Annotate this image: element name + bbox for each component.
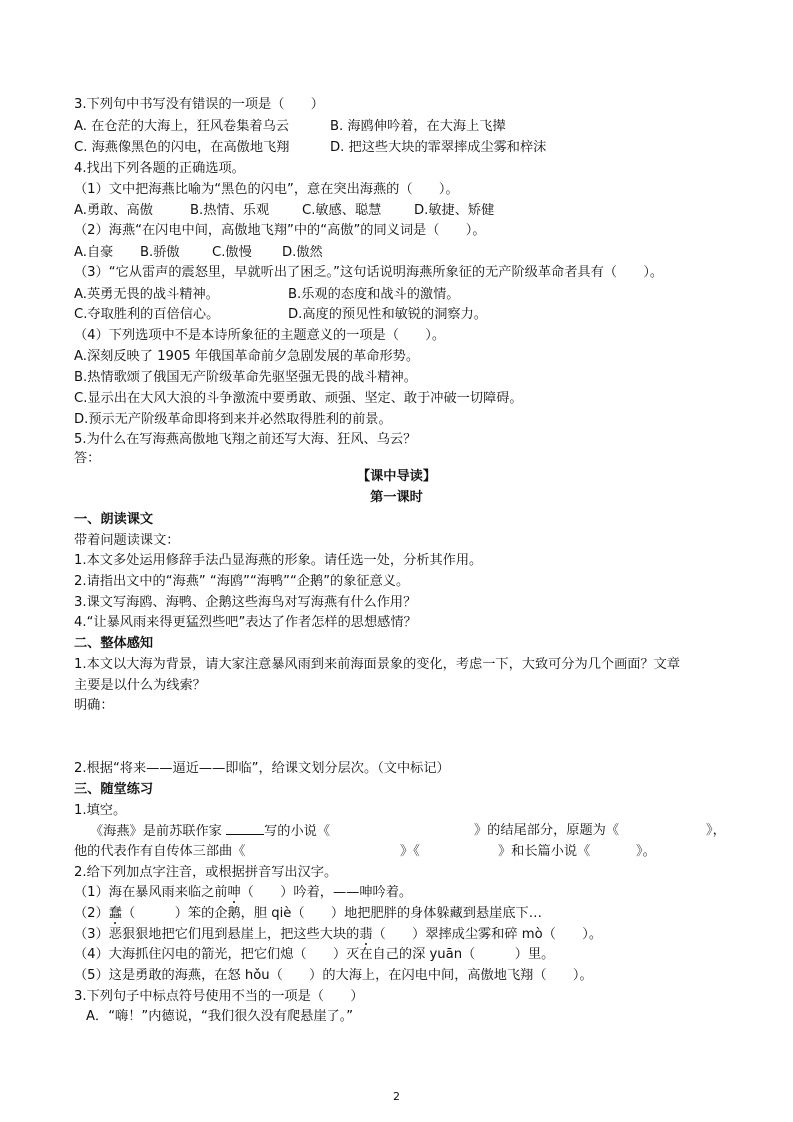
q4-2-option-b: B.骄傲 — [140, 245, 180, 260]
fill-line2-start: 他的代表作有自传体三部曲《 — [74, 844, 246, 859]
pinyin-title: 2.给下列加点字注音，或根据拼音写出汉字。 — [74, 865, 338, 880]
q4-3-option-c: C.夺取胜利的百倍信心。 — [74, 307, 220, 322]
q4-1-stem: （1）文中把海燕比喻为“黑色的闪电”，意在突出海燕的（ ）。 — [74, 182, 459, 197]
part2-q2: 2.根据“将来——逼近——即临”，给课文划分层次。（文中标记） — [74, 761, 450, 776]
q4-1-option-b: B.热情、乐观 — [190, 203, 270, 218]
q4-3-option-d: D.高度的预见性和敏锐的洞察力。 — [288, 307, 487, 322]
section-title: 【课中导读】 — [356, 469, 437, 484]
pinyin-item-1: （1）海在暴风雨来临之前呻（ ）吟着，——呻吟着。 — [74, 885, 413, 900]
part2-q1-line1: 1.本文以大海为背景，请大家注意暴风雨到来前海面景象的变化，考虑一下，大致可分为几个画面？文章 — [74, 657, 681, 672]
fill-line1: 《海燕》是前苏联作家 写的小说《 — [90, 824, 331, 839]
fill-title: 1.填空。 — [74, 803, 127, 818]
part1-heading: 一、朗读课文 — [74, 512, 154, 527]
page-number: 2 — [393, 1090, 400, 1103]
pinyin-item-3: （3）恶狠狠地把它们甩到悬崖上，把这些大块的翡（ ）翠摔成尘雾和碎 mò（ ）。 — [74, 927, 603, 942]
q5-answer-label: 答： — [74, 451, 101, 466]
fill-line1-original-title: 》的结尾部分，原题为《 — [474, 823, 620, 838]
part2-q1-line2: 主要是以什么为线索？ — [74, 678, 206, 693]
punct-title: 3.下列句子中标点符号使用不当的一项是（ ） — [74, 989, 364, 1004]
q4-4-option-b: B.热情歌颂了俄国无产阶级革命先驱坚强无畏的战斗精神。 — [74, 370, 417, 385]
q4-2-option-c: C.傲慢 — [212, 245, 252, 260]
part1-item: 2.请指出文中的“海燕” “海鸥”“海鸭”“企鹅”的象征意义。 — [74, 574, 410, 589]
fill-line1-end: 》， — [706, 823, 726, 838]
q4-2-option-d: D.傲然 — [282, 245, 323, 260]
part2-q1-answer-label: 明确： — [74, 698, 114, 713]
part1-item: 1.本文多处运用修辞手法凸显海燕的形象。请任选一处，分析其作用。 — [74, 553, 483, 568]
q3-option-d: D. 把这些大块的霏翠摔成尘雾和梓沫 — [330, 140, 547, 155]
fill-line2-end: 》。 — [636, 844, 656, 859]
pinyin-item-5: （5）这是勇敢的海燕，在怒 hǒu（ ）的大海上，在闪电中间，高傲地飞翔（ ）。 — [74, 968, 593, 983]
part1-intro: 带着问题读课文： — [74, 533, 180, 548]
q4-4-option-a: A.深刻反映了 1905 年俄国革命前夕急剧发展的革命形势。 — [74, 349, 420, 364]
q3-option-c: C. 海燕像黑色的闪电，在高傲地飞翔 — [74, 140, 290, 155]
q4-4-option-c: C.显示出在大风大浪的斗争激流中要勇敢、顽强、坚定、敢于冲破一切障碍。 — [74, 391, 523, 406]
lesson-title: 第一课时 — [370, 490, 423, 505]
fill-blank-author[interactable] — [226, 822, 264, 835]
fill-line2-sep: 》《 — [400, 844, 420, 859]
q4-2-option-a: A.自豪 — [74, 245, 114, 260]
q4-3-option-a: A.英勇无畏的战斗精神。 — [74, 287, 219, 302]
q3-option-a: A. 在仓茫的大海上，狂风卷集着乌云 — [74, 119, 289, 134]
q5-stem: 5.为什么在写海燕高傲地飞翔之前还写大海、狂风、乌云？ — [74, 432, 417, 447]
q4-4-option-d: D.预示无产阶级革命即将到来并必然取得胜利的前景。 — [74, 412, 392, 427]
part2-heading: 二、整体感知 — [74, 636, 154, 651]
punct-option-a: A．“嗨！”内德说，“我们很久没有爬悬崖了。” — [86, 1009, 354, 1024]
q4-2-stem: （2）海燕“在闪电中间，高傲地飞翔”中的“高傲”的同义词是（ ）。 — [74, 223, 486, 238]
part3-heading: 三、随堂练习 — [74, 782, 154, 797]
pinyin-item-2: （2）蠢（ ）笨的企鹅，胆 qiè（ ）地把肥胖的身体躲藏到悬崖底下… — [74, 906, 542, 921]
q4-3-option-b: B.乐观的态度和战斗的激情。 — [288, 287, 460, 302]
q4-1-option-c: C.敏感、聪慧 — [302, 203, 382, 218]
q4-stem: 4.找出下列各题的正确选项。 — [74, 161, 245, 176]
part1-item: 4.“让暴风雨来得更猛烈些吧”表达了作者怎样的思想感情？ — [74, 615, 417, 630]
pinyin-item-4: （4）大海抓住闪电的箭光，把它们熄（ ）灭在自己的深 yuān（ ）里。 — [74, 947, 555, 962]
q4-3-stem: （3）“它从雷声的震怒里，早就听出了困乏。”这句话说明海燕所象征的无产阶级革命者具有（ ）。 — [74, 265, 664, 280]
q3-option-b: B. 海鸥伸吟着，在大海上飞撵 — [330, 119, 506, 134]
q4-1-option-a: A.勇敢、高傲 — [74, 203, 153, 218]
fill-line2-novel: 》和长篇小说《 — [498, 844, 591, 859]
q4-4-stem: （4）下列选项中不是本诗所象征的主题意义的一项是（ ）。 — [74, 328, 446, 343]
part1-item: 3.课文写海鸥、海鸭、企鹅这些海鸟对写海燕有什么作用？ — [74, 595, 417, 610]
q3-stem: 3.下列句中书写没有错误的一项是（ ） — [74, 97, 324, 112]
q4-1-option-d: D.敏捷、矫健 — [414, 203, 495, 218]
